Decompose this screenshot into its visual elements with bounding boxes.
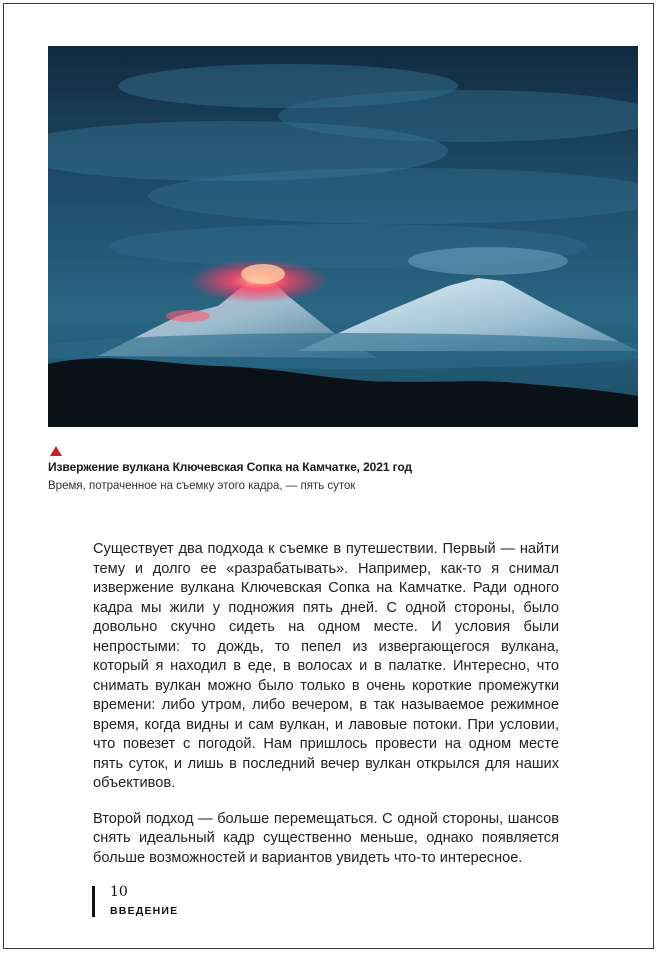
photo-caption-subtitle: Время, потраченное на съемку этого кадра, — пять суток [48,480,356,492]
section-name: ВВЕДЕНИЕ [110,905,179,917]
volcano-photo-illustration [48,46,638,427]
body-paragraph: Существует два подхода к съемке в путешествии. Первый — найти тему и долго ее «разрабатывать». Например, как-то я снимал извержение вулкана Ключевская Сопка на Камчатке. Ради одного кадра мы жили у подножия пять дней. С одной стороны, было довольно скучно сидеть на одном месте. И условия были непростыми: то дождь, то пепел из извергающегося вулкана, который я находил в еде, в волосах и в палатке. Интересно, что снимать вулкан можно было только в очень короткие промежутки времени: либо утром, либо вечером, в так называемое режимное время, когда видны и сам вулкан, и лавовые потоки. При условии, что повезет с погодой. Нам пришлось провести на одном месте пять суток, и лишь в последний вечер вулкан открылся для наших объективов. [93,541,559,791]
body-paragraph: Второй подход — больше перемещаться. С одной стороны, шансов снять идеальный кадр существенно меньше, однако появляется больше возможностей и вариантов увидеть что-то интересное. [93,810,559,866]
photo-caption-title: Извержение вулкана Ключевская Сопка на Камчатке, 2021 год [48,460,412,474]
volcano-photo [48,46,638,427]
folio-bar [92,886,95,917]
caption-marker-icon [50,446,62,456]
body-text [93,540,559,884]
page-number: 10 [110,884,128,900]
